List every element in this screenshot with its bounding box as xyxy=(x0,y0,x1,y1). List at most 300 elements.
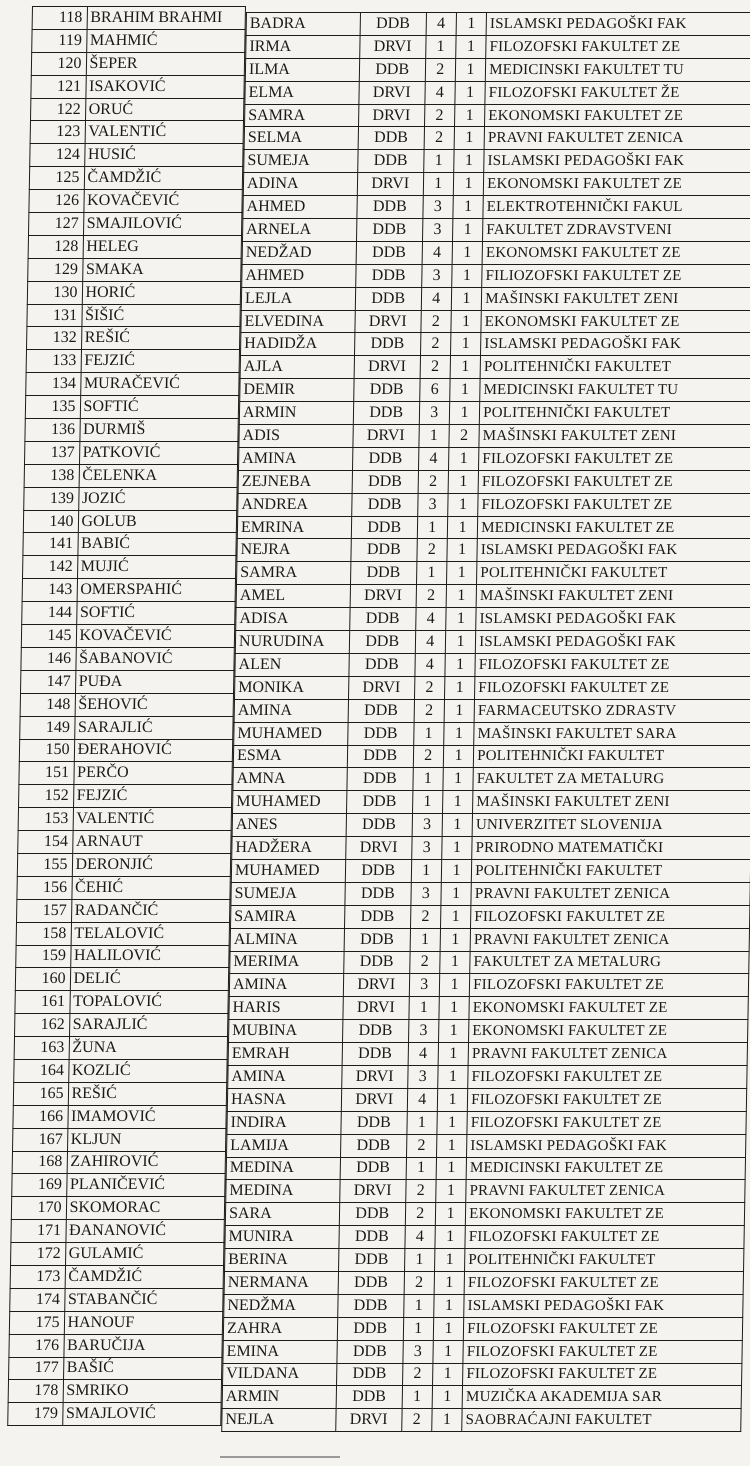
first-name-cell: SELMA xyxy=(244,127,358,150)
details-row xyxy=(241,287,750,310)
type-cell: DDB xyxy=(356,264,422,287)
cycle-cell: 1 xyxy=(450,333,481,356)
surname-cell: KLJUN xyxy=(67,1128,226,1151)
surname-cell: ČELENKA xyxy=(79,464,238,487)
year-cell: 2 xyxy=(414,676,445,699)
cycle-cell: 1 xyxy=(437,1111,468,1134)
type-cell: DDB xyxy=(351,539,417,562)
surname-cell: HORIĆ xyxy=(82,281,241,304)
year-cell: 2 xyxy=(405,1203,436,1226)
faculty-cell: FAKULTET ZA METALURG xyxy=(473,768,750,791)
details-row xyxy=(235,631,750,654)
surname-row xyxy=(16,945,229,968)
details-row xyxy=(224,1294,743,1317)
row-number: 160 xyxy=(15,968,70,991)
surname-cell: KOVAČEVIĆ xyxy=(83,190,242,213)
faculty-cell: FILOZOFSKI FAKULTET ZE xyxy=(475,676,750,699)
details-row xyxy=(222,1386,741,1409)
surname-cell: MURAČEVIĆ xyxy=(80,373,239,396)
type-cell: DDB xyxy=(352,447,418,470)
cycle-cell: 1 xyxy=(454,127,485,150)
surname-cell: DELIĆ xyxy=(70,968,229,991)
faculty-cell: ISLAMSKI PEDAGOŠKI FAK xyxy=(467,1134,746,1157)
first-name-cell: HADIDŽA xyxy=(240,333,354,356)
details-row xyxy=(226,1157,745,1180)
faculty-cell: EKONOMSKI FAKULTET ZE xyxy=(483,173,750,196)
surname-row xyxy=(11,1197,224,1220)
type-cell: DDB xyxy=(347,745,413,768)
details-row xyxy=(239,402,750,425)
cycle-cell: 1 xyxy=(452,264,483,287)
row-number: 127 xyxy=(28,213,83,236)
year-cell: 3 xyxy=(419,402,450,425)
year-cell: 4 xyxy=(418,447,449,470)
year-cell: 2 xyxy=(416,539,447,562)
surname-cell: PUĐA xyxy=(75,670,234,693)
first-name-cell: ADINA xyxy=(243,173,357,196)
surname-row xyxy=(18,831,231,854)
year-cell: 3 xyxy=(407,1065,438,1088)
faculty-cell: FILOZOFSKI FAKULTET ZE xyxy=(467,1088,746,1111)
year-cell: 3 xyxy=(411,882,442,905)
row-number: 178 xyxy=(8,1380,63,1403)
cycle-cell: 1 xyxy=(441,882,472,905)
surname-row xyxy=(15,1014,228,1037)
row-number: 159 xyxy=(16,945,71,968)
first-name-cell: MUHAMED xyxy=(231,859,345,882)
type-cell: DRVI xyxy=(343,997,409,1020)
numbered-surnames-table xyxy=(7,6,246,1426)
year-cell: 3 xyxy=(403,1340,434,1363)
first-name-cell: EMINA xyxy=(223,1340,337,1363)
cycle-cell: 1 xyxy=(444,699,475,722)
row-number: 165 xyxy=(13,1082,68,1105)
cycle-cell: 1 xyxy=(452,241,483,264)
surname-row xyxy=(11,1220,224,1243)
faculty-cell: POLITEHNIČKI FAKULTET xyxy=(471,859,750,882)
year-cell: 3 xyxy=(408,1020,439,1043)
type-cell: DDB xyxy=(340,1157,406,1180)
row-number: 169 xyxy=(12,1174,67,1197)
type-cell: DRVI xyxy=(355,310,421,333)
row-number: 120 xyxy=(31,52,86,75)
row-number: 146 xyxy=(21,647,76,670)
cycle-cell: 1 xyxy=(440,928,471,951)
year-cell: 3 xyxy=(421,264,452,287)
surname-row xyxy=(9,1334,222,1357)
surname-row xyxy=(17,899,230,922)
row-number: 118 xyxy=(32,7,87,30)
details-row xyxy=(235,676,750,699)
surname-cell: ČAMDŽIĆ xyxy=(84,167,243,190)
row-number: 174 xyxy=(10,1288,65,1311)
row-number: 121 xyxy=(31,75,86,98)
surname-row xyxy=(28,235,241,258)
surname-row xyxy=(30,98,243,121)
year-cell: 1 xyxy=(417,516,448,539)
type-cell: DDB xyxy=(353,402,419,425)
faculty-cell: PRAVNI FAKULTET ZENICA xyxy=(471,882,750,905)
cycle-cell: 1 xyxy=(442,814,473,837)
faculty-cell: FARMACEUTSKO ZDRASTV xyxy=(474,699,750,722)
row-number: 175 xyxy=(9,1311,64,1334)
surname-cell: HUSIĆ xyxy=(84,144,243,167)
cycle-cell: 1 xyxy=(456,35,487,58)
type-cell: DDB xyxy=(360,13,426,36)
row-number: 126 xyxy=(29,190,84,213)
surname-cell: RADANČIĆ xyxy=(71,899,230,922)
cycle-cell: 1 xyxy=(444,722,475,745)
cycle-cell: 1 xyxy=(450,379,481,402)
first-name-cell: SAMRA xyxy=(237,562,351,585)
type-cell: DDB xyxy=(346,814,412,837)
surname-row xyxy=(15,991,228,1014)
cycle-cell: 1 xyxy=(448,470,479,493)
year-cell: 3 xyxy=(422,219,453,242)
faculty-cell: FILIOZOFSKI FAKULTET ZE xyxy=(482,264,750,287)
details-row xyxy=(227,1088,746,1111)
first-name-cell: VILDANA xyxy=(223,1363,337,1386)
surname-row xyxy=(10,1265,223,1288)
cycle-cell: 1 xyxy=(456,13,487,36)
surname-cell: ARNAUT xyxy=(72,831,231,854)
cycle-cell: 1 xyxy=(447,539,478,562)
first-name-cell: SAMIRA xyxy=(231,905,345,928)
surname-cell: ŠEPER xyxy=(86,52,245,75)
first-name-cell: EMRINA xyxy=(237,516,351,539)
type-cell: DRVI xyxy=(357,173,423,196)
first-name-cell: ALMINA xyxy=(230,928,344,951)
details-row xyxy=(243,196,750,219)
faculty-cell: FAKULTET ZA METALURG xyxy=(470,951,749,974)
type-cell: DDB xyxy=(344,928,410,951)
first-name-cell: ZEJNEBA xyxy=(238,470,352,493)
row-number: 167 xyxy=(13,1128,68,1151)
year-cell: 4 xyxy=(407,1088,438,1111)
details-row xyxy=(229,997,748,1020)
surname-row xyxy=(29,190,242,213)
first-name-cell: MUNIRA xyxy=(225,1226,339,1249)
details-row xyxy=(240,333,750,356)
year-cell: 1 xyxy=(425,35,456,58)
first-name-cell: SUMEJA xyxy=(231,882,345,905)
details-row xyxy=(242,219,750,242)
faculty-cell: POLITEHNIČKI FAKULTET xyxy=(477,562,750,585)
surname-row xyxy=(23,510,236,533)
surname-cell: KOZLIĆ xyxy=(68,1059,227,1082)
faculty-cell: FILOZOFSKI FAKULTET ZE xyxy=(463,1317,742,1340)
type-cell: DDB xyxy=(344,905,410,928)
first-name-cell: NEDŽMA xyxy=(224,1294,338,1317)
type-cell: DRVI xyxy=(348,676,414,699)
surname-cell: GOLUB xyxy=(78,510,237,533)
first-name-cell: SARA xyxy=(225,1203,339,1226)
details-row xyxy=(223,1363,742,1386)
faculty-cell: UNIVERZITET SLOVENIJA xyxy=(472,814,750,837)
first-name-cell: MUHAMED xyxy=(234,722,348,745)
surname-row xyxy=(23,533,236,556)
surname-row xyxy=(19,762,232,785)
surname-cell: ORUĆ xyxy=(85,98,244,121)
surname-row xyxy=(24,487,237,510)
cycle-cell: 1 xyxy=(450,356,481,379)
type-cell: DRVI xyxy=(346,837,412,860)
faculty-cell: ISLAMSKI PEDAGOŠKI FAK xyxy=(476,608,750,631)
surname-cell: DERONJIĆ xyxy=(72,853,231,876)
details-row xyxy=(237,562,750,585)
cycle-cell: 1 xyxy=(436,1134,467,1157)
first-name-cell: SAMRA xyxy=(244,104,358,127)
cycle-cell: 1 xyxy=(454,150,485,173)
surname-cell: SKOMORAC xyxy=(66,1197,225,1220)
faculty-cell: PRAVNI FAKULTET ZENICA xyxy=(468,1043,747,1066)
year-cell: 2 xyxy=(418,470,449,493)
surname-row xyxy=(12,1174,225,1197)
first-name-cell: ANDREA xyxy=(238,493,352,516)
surname-row xyxy=(19,785,232,808)
faculty-cell: ISLAMSKI PEDAGOŠKI FAK xyxy=(475,631,750,654)
surname-row xyxy=(18,808,231,831)
type-cell: DDB xyxy=(339,1203,405,1226)
row-number: 156 xyxy=(17,876,72,899)
year-cell: 1 xyxy=(410,928,441,951)
faculty-cell: PRAVNI FAKULTET ZENICA xyxy=(484,127,750,150)
details-row xyxy=(229,1020,748,1043)
first-name-cell: AHMED xyxy=(243,196,357,219)
faculty-cell: PRIRODNO MATEMATIČKI xyxy=(472,837,750,860)
surname-cell: SARAJLIĆ xyxy=(74,716,233,739)
faculty-cell: EKONOMSKI FAKULTET ZE xyxy=(469,997,748,1020)
details-row xyxy=(222,1409,741,1432)
student-details-table xyxy=(221,12,750,1432)
first-name-cell: ARMIN xyxy=(222,1386,336,1409)
faculty-cell: FAKULTET ZDRAVSTVENI xyxy=(483,219,750,242)
details-row xyxy=(244,150,750,173)
surnames-table-body xyxy=(8,7,246,1426)
type-cell: DRVI xyxy=(340,1180,406,1203)
surname-cell: ĐANANOVIĆ xyxy=(65,1220,224,1243)
cycle-cell: 1 xyxy=(438,1020,469,1043)
cycle-cell: 1 xyxy=(442,791,473,814)
details-row xyxy=(230,928,749,951)
first-name-cell: LAMIJA xyxy=(227,1134,341,1157)
cycle-cell: 1 xyxy=(448,493,479,516)
cycle-cell: 1 xyxy=(451,310,482,333)
surname-cell: HANOUF xyxy=(64,1311,223,1334)
first-name-cell: AHMED xyxy=(242,264,356,287)
year-cell: 4 xyxy=(422,241,453,264)
first-name-cell: MUHAMED xyxy=(233,791,347,814)
surname-cell: DURMIŠ xyxy=(79,419,238,442)
row-number: 166 xyxy=(13,1105,68,1128)
faculty-cell: ISLAMSKI PEDAGOŠKI FAK xyxy=(481,333,750,356)
row-number: 130 xyxy=(27,281,82,304)
type-cell: DDB xyxy=(356,219,422,242)
row-number: 143 xyxy=(22,579,77,602)
surname-row xyxy=(25,441,238,464)
faculty-cell: FILOZOFSKI FAKULTET ZE xyxy=(478,470,750,493)
details-row xyxy=(232,837,750,860)
year-cell: 3 xyxy=(412,814,443,837)
cycle-cell: 1 xyxy=(446,585,477,608)
surname-cell: PLANIČEVIĆ xyxy=(66,1174,225,1197)
first-name-cell: HADŽERA xyxy=(232,837,346,860)
year-cell: 4 xyxy=(421,287,452,310)
row-number: 135 xyxy=(25,396,80,419)
details-row xyxy=(242,241,750,264)
type-cell: DDB xyxy=(350,608,416,631)
type-cell: DDB xyxy=(338,1271,404,1294)
faculty-cell: FILOZOFSKI FAKULTET ZE xyxy=(463,1340,742,1363)
surname-cell: SMAJILOVIĆ xyxy=(83,213,242,236)
year-cell: 1 xyxy=(423,150,454,173)
type-cell: DDB xyxy=(356,241,422,264)
first-name-cell: NEDŽAD xyxy=(242,241,356,264)
year-cell: 6 xyxy=(419,379,450,402)
row-number: 136 xyxy=(25,419,80,442)
type-cell: DDB xyxy=(359,58,425,81)
cycle-cell: 1 xyxy=(445,653,476,676)
first-name-cell: ELVEDINA xyxy=(241,310,355,333)
surname-cell: TOPALOVIĆ xyxy=(69,991,228,1014)
details-row xyxy=(246,13,750,36)
cycle-cell: 1 xyxy=(453,173,484,196)
first-name-cell: NERMANA xyxy=(224,1271,338,1294)
type-cell: DDB xyxy=(342,1043,408,1066)
first-name-cell: MONIKA xyxy=(235,676,349,699)
details-row xyxy=(240,356,750,379)
surname-row xyxy=(27,281,240,304)
details-row xyxy=(233,768,750,791)
row-number: 163 xyxy=(14,1037,69,1060)
type-cell: DDB xyxy=(349,653,415,676)
type-cell: DDB xyxy=(338,1249,404,1272)
bottom-scan-mark xyxy=(220,1456,340,1458)
row-number: 152 xyxy=(19,785,74,808)
faculty-cell: POLITEHNIČKI FAKULTET xyxy=(480,356,750,379)
first-name-cell: MUBINA xyxy=(229,1020,343,1043)
year-cell: 4 xyxy=(415,608,446,631)
year-cell: 1 xyxy=(416,562,447,585)
first-name-cell: HARIS xyxy=(229,997,343,1020)
cycle-cell: 1 xyxy=(442,837,473,860)
type-cell: DDB xyxy=(337,1317,403,1340)
surname-cell: VALENTIĆ xyxy=(73,808,232,831)
row-number: 157 xyxy=(17,899,72,922)
cycle-cell: 1 xyxy=(436,1157,467,1180)
row-number: 145 xyxy=(21,625,76,648)
row-number: 161 xyxy=(15,991,70,1014)
first-name-cell: NEJLA xyxy=(222,1409,336,1432)
surname-cell: ČEHIĆ xyxy=(71,876,230,899)
first-name-cell: LEJLA xyxy=(241,287,355,310)
faculty-cell: POLITEHNIČKI FAKULTET xyxy=(465,1249,744,1272)
cycle-cell: 1 xyxy=(434,1294,465,1317)
surname-cell: GULAMIĆ xyxy=(65,1243,224,1266)
cycle-cell: 1 xyxy=(434,1249,465,1272)
surname-cell: SMAJLOVIĆ xyxy=(62,1403,221,1426)
details-row xyxy=(239,425,750,448)
details-row xyxy=(237,539,750,562)
surname-cell: OMERSPAHIĆ xyxy=(77,579,236,602)
year-cell: 4 xyxy=(426,13,457,36)
details-row xyxy=(244,104,750,127)
surname-row xyxy=(10,1288,223,1311)
surname-row xyxy=(24,464,237,487)
type-cell: DRVI xyxy=(343,974,409,997)
row-number: 124 xyxy=(30,144,85,167)
type-cell: DDB xyxy=(349,631,415,654)
surname-row xyxy=(15,968,228,991)
details-row xyxy=(231,905,750,928)
row-number: 138 xyxy=(24,464,79,487)
first-name-cell: NURUDINA xyxy=(235,631,349,654)
surname-row xyxy=(17,853,230,876)
year-cell: 3 xyxy=(417,493,448,516)
faculty-cell: FILOZOFSKI FAKULTET ZE xyxy=(467,1111,746,1134)
cycle-cell: 1 xyxy=(455,58,486,81)
surname-row xyxy=(13,1105,226,1128)
first-name-cell: ARMIN xyxy=(239,402,353,425)
year-cell: 2 xyxy=(404,1271,435,1294)
surname-row xyxy=(13,1082,226,1105)
year-cell: 2 xyxy=(409,951,440,974)
cycle-cell: 1 xyxy=(432,1409,463,1432)
surname-cell: BRAHIM BRAHMI xyxy=(87,7,246,30)
first-name-cell: MEDINA xyxy=(226,1157,340,1180)
first-name-cell: AJLA xyxy=(240,356,354,379)
type-cell: DRVI xyxy=(350,585,416,608)
surname-cell: PERČO xyxy=(73,762,232,785)
type-cell: DDB xyxy=(352,470,418,493)
surname-row xyxy=(20,693,233,716)
surname-cell: HELEG xyxy=(83,235,242,258)
faculty-cell: EKONOMSKI FAKULTET ZE xyxy=(485,104,750,127)
details-row xyxy=(235,653,750,676)
surname-row xyxy=(13,1128,226,1151)
first-name-cell: DEMIR xyxy=(240,379,354,402)
surname-cell: ISAKOVIĆ xyxy=(85,75,244,98)
type-cell: DRVI xyxy=(353,425,419,448)
type-cell: DDB xyxy=(336,1386,402,1409)
faculty-cell: MAŠINSKI FAKULTET ZENI xyxy=(479,425,750,448)
year-cell: 1 xyxy=(412,791,443,814)
first-name-cell: ELMA xyxy=(245,81,359,104)
faculty-cell: POLITEHNIČKI FAKULTET xyxy=(479,402,750,425)
details-row xyxy=(224,1271,743,1294)
first-name-cell: ILMA xyxy=(245,58,359,81)
details-row xyxy=(236,608,750,631)
cycle-cell: 1 xyxy=(435,1226,466,1249)
row-number: 123 xyxy=(30,121,85,144)
year-cell: 2 xyxy=(416,585,447,608)
surname-cell: ŠIŠIĆ xyxy=(81,304,240,327)
details-row xyxy=(241,310,750,333)
row-number: 154 xyxy=(18,831,73,854)
surname-row xyxy=(19,739,232,762)
surname-row xyxy=(20,716,233,739)
details-row xyxy=(245,58,750,81)
type-cell: DDB xyxy=(341,1111,407,1134)
year-cell: 2 xyxy=(424,104,455,127)
details-row xyxy=(244,127,750,150)
first-name-cell: ADIS xyxy=(239,425,353,448)
surname-row xyxy=(9,1357,222,1380)
year-cell: 2 xyxy=(405,1180,436,1203)
year-cell: 4 xyxy=(414,653,445,676)
cycle-cell: 1 xyxy=(440,951,471,974)
row-number: 150 xyxy=(19,739,74,762)
